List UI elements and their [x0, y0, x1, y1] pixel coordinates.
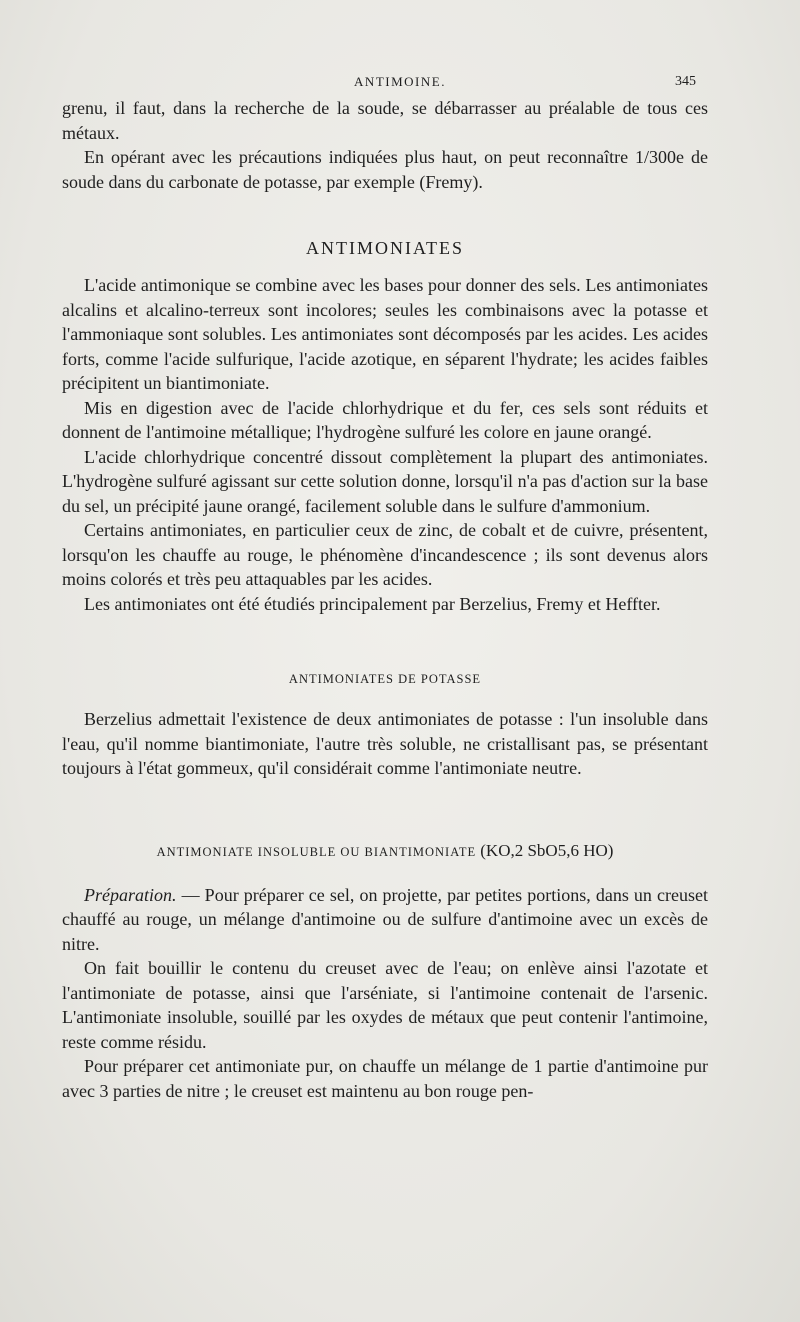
paragraph: Pour préparer cet antimoniate pur, on chauffe un mélange de 1 partie d'antimoine pur avec 3 parties de nitre ; le creuset est maintenu au bon rouge pen- — [62, 1056, 708, 1101]
section-heading-antimoniates: ANTIMONIATES — [306, 238, 464, 258]
section-heading-antimoniate-insoluble — [62, 841, 708, 861]
paragraph: Les antimoniates ont été étudiés principalement par Berzelius, Fremy et Heffter. — [84, 593, 661, 614]
heading-text: ANTIMONIATE INSOLUBLE OU BIANTIMONIATE — [156, 844, 477, 859]
paragraph: L'acide antimonique se combine avec les bases pour donner des sels. Les antimoniates alcalins et alcalino-terreux sont incolores; seules les combinaisons avec la potasse et l'ammoniaque sont solubles. Les antimoniates sont décomposés par les acides. Les acides forts, comme l'acide sulfurique, l'acide azotique, en séparent l'hydrate; les acides faibles précipitent un biantimoniate. — [62, 275, 708, 393]
paragraph: Mis en digestion avec de l'acide chlorhydrique et du fer, ces sels sont réduits et donnent de l'antimoine métallique; l'hydrogène sulfuré les colore en jaune orangé. — [62, 397, 708, 442]
preparation-text: — Pour préparer ce sel, on projette, par petites portions, dans un creuset chauffé au rouge, un mélange d'antimoine ou de sulfure d'antimoine avec un excès de nitre. — [62, 884, 708, 954]
chemical-formula: (KO,2 SbO5,6 HO) — [480, 840, 614, 860]
preparation-label: Préparation. — [84, 884, 177, 905]
paragraph-continuation: grenu, il faut, dans la recherche de la soude, se débarrasser au préalable de tous ces métaux. — [62, 98, 708, 143]
body-text — [62, 96, 708, 1103]
paragraph: L'acide chlorhydrique concentré dissout complètement la plupart des antimoniates. L'hydrogène sulfuré agissant sur cette solution donne, lorsqu'il n'a pas d'action sur la base du sel, un précipité jaune orangé, facilement soluble dans le sulfure d'ammonium. — [62, 446, 708, 516]
page-header — [0, 70, 800, 94]
page-number: 345 — [675, 74, 696, 89]
paragraph: En opérant avec les précautions indiquées plus haut, on peut reconnaître 1/300e de soude dans du carbonate de potasse, par exemple (Fremy). — [62, 147, 708, 192]
paragraph: Berzelius admettait l'existence de deux antimoniates de potasse : l'un insoluble dans l'eau, qu'il nomme biantimoniate, l'autre très soluble, ne cristallisant pas, se présentant toujours à l'état gommeux, qu'il considérait comme l'antimoniate neutre. — [62, 709, 708, 778]
paragraph: Certains antimoniates, en particulier ceux de zinc, de cobalt et de cuivre, présentent, lorsqu'on les chauffe au rouge, le phénomène d'incandescence ; ils sont devenus alors moins colorés et très peu attaquables par les acides. — [62, 520, 708, 589]
paragraph: On fait bouillir le contenu du creuset avec de l'eau; on enlève ainsi l'azotate et l'antimoniate de potasse, ainsi que l'arséniate, si l'antimoine contenait de l'arsenic. L'antimoniate insoluble, souillé par les oxydes de métaux que peut contenir l'antimoine, reste comme résidu. — [62, 958, 708, 1052]
section-heading-antimoniates-de-potasse: ANTIMONIATES DE POTASSE — [288, 672, 482, 686]
running-head: ANTIMOINE. — [354, 74, 446, 89]
paragraph-preparation — [62, 883, 708, 957]
